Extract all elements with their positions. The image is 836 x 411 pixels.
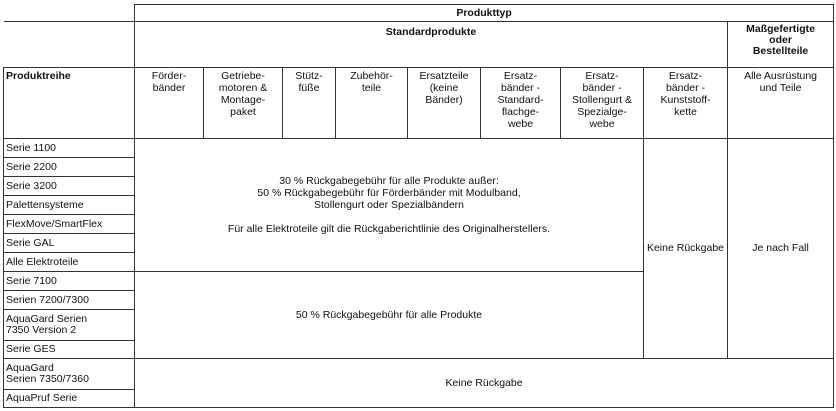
column-header-getriebemotoren [204,68,283,138]
column-header-line: Alle Ausrüstung [744,70,818,83]
series-cell [4,310,135,340]
column-header-line: Förder- [151,70,187,83]
header-massgefertigte-line: Maßgefertigte [746,23,815,36]
series-cell: Serie GAL [4,234,135,253]
column-header-line: Ersatz- [668,70,703,83]
column-header-line: bänder - [582,82,622,95]
column-header-line: flachge- [501,106,540,119]
column-header-line: Ersatz- [503,70,538,83]
column-header-line: webe [589,118,615,131]
column-header-ersatzbaender-kunststoffkette [644,68,728,138]
policy-group-50-percent: 50 % Rückgabegebühr für alle Produkte [135,272,644,358]
series-line: AquaGard Serien [6,313,88,326]
series-cell: AquaPruf Serie [4,389,135,407]
column-header-line: bänder - [500,82,541,95]
series-cell: FlexMove/SmartFlex [4,215,135,234]
column-header-line: teile [361,82,382,95]
column-header-line: und Teile [759,82,802,95]
blank-corner [4,5,135,22]
column-header-line: paket [230,106,256,119]
series-cell: Serie 2200 [4,157,135,176]
policy-line: Stollengurt oder Spezialbändern [313,198,465,211]
header-standardprodukte: Standardprodukte [135,22,728,68]
column-header-line: Ersatzteile [419,70,469,83]
series-line: AquaGard [6,361,54,374]
column-header-line: Spezialge- [577,106,627,119]
header-massgefertigte-line: oder [769,34,792,47]
column-header-line: bänder - [665,82,706,95]
column-header-stuetzfuesse [283,68,336,138]
column-header-line: Stütz- [295,70,323,83]
policy-keine-rueckgabe-column: Keine Rückgabe [644,138,728,358]
column-header-line: webe [507,118,534,131]
column-header-ersatzteile [408,68,481,138]
header-massgefertigte [728,22,834,68]
series-cell: Serien 7200/7300 [4,291,135,310]
policy-group-keine-rueckgabe: Keine Rückgabe [135,358,834,407]
column-header-line: Montage- [220,94,266,107]
series-cell: Serie 7100 [4,272,135,291]
column-header-line: Ersatz- [585,70,619,83]
policy-elektro-line: Für alle Elektroteile gilt die Rückgaberichtlinie des Originalherstellers. [227,222,551,235]
column-header-line: bänder [152,82,186,95]
column-header-line: Standard- [497,94,544,107]
header-massgefertigte-line: Bestellteile [752,45,809,58]
column-header-line: Bänder) [425,94,463,107]
series-cell: Serie 1100 [4,138,135,157]
policy-group-30-percent [135,138,644,272]
column-header-ersatzbaender-standard [481,68,561,138]
series-cell: Palettensysteme [4,195,135,214]
column-header-line: Getriebe- [221,70,265,83]
column-header-foerderbaender [135,68,204,138]
series-cell: Serie 3200 [4,176,135,195]
column-header-zubehoerteile [336,68,408,138]
column-header-alle-ausruestung [728,68,834,138]
header-produktreihe: Produktreihe [4,68,135,138]
policy-line: 30 % Rückgabegebühr für alle Produkte außer: [279,174,499,187]
spacer [137,211,641,223]
column-header-ersatzbaender-stollengurt [561,68,644,138]
return-policy-table [3,4,834,408]
column-header-line: kette [674,106,697,119]
blank-corner [4,22,135,68]
column-header-line: Zubehör- [350,70,393,83]
series-cell: Serie GES [4,340,135,358]
policy-line: 50 % Rückgabegebühr für Förderbänder mit Modulband, [257,186,521,199]
column-header-line: Kunststoff- [660,94,711,107]
header-produkttyp: Produkttyp [135,5,834,22]
column-header-line: Stollengurt & [571,94,633,107]
series-line: 7350 Version 2 [6,324,77,337]
column-header-line: (keine [429,82,459,95]
series-line: Serien 7350/7360 [6,372,89,385]
column-header-line: motoren & [218,82,268,95]
series-cell: Alle Elektroteile [4,253,135,272]
series-cell [4,358,135,389]
column-header-line: füße [298,82,320,95]
policy-je-nach-fall: Je nach Fall [728,138,834,358]
